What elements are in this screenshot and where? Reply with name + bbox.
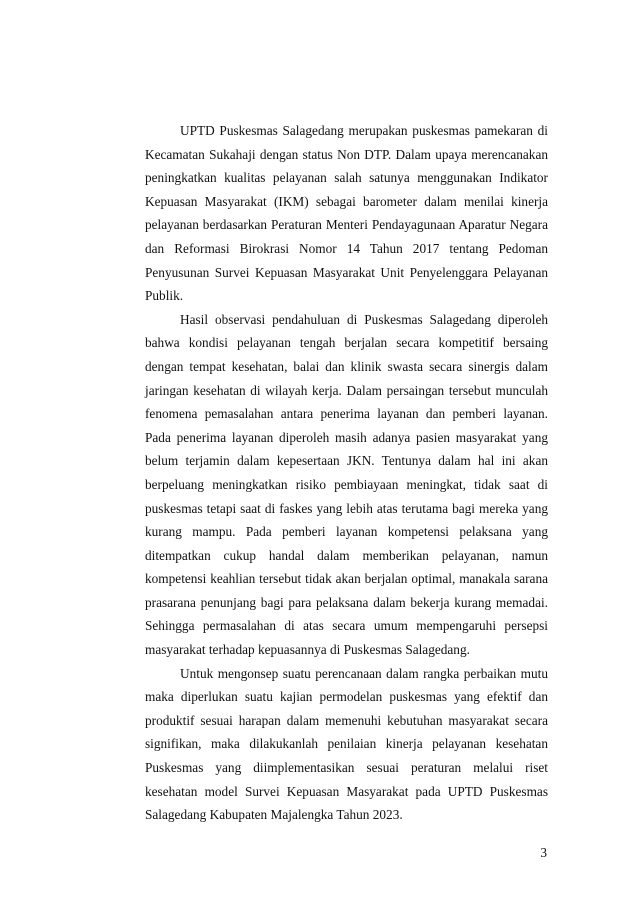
paragraph-1: UPTD Puskesmas Salagedang merupakan puskesmas pamekaran di Kecamatan Sukahaji dengan status Non DTP. Dalam upaya merencanakan peningkatkan kualitas pelayanan salah satunya menggunakan Indikator Kepuasan Masyarakat (IKM) sebagai barometer dalam menilai kinerja pelayanan berdasarkan Peraturan Menteri Pendayagunaan Aparatur Negara dan Reformasi Birokrasi Nomor 14 Tahun 2017 tentang Pedoman Penyusunan Survei Kepuasan Masyarakat Unit Penyelenggara Pelayanan Publik. (145, 123, 548, 304)
paragraph-3: Untuk mengonsep suatu perencanaan dalam rangka perbaikan mutu maka diperlukan suatu kajian permodelan puskesmas yang efektif dan produktif sesuai harapan dalam memenuhi kebutuhan masyarakat secara signifikan, maka dilakukanlah penilaian kinerja pelayanan kesehatan Puskesmas yang diimplementasikan sesuai peraturan melalui riset kesehatan model Survei Kepuasan Masyarakat pada UPTD Puskesmas Salagedang Kabupaten Majalengka Tahun 2023. (145, 665, 548, 823)
body-text (145, 119, 548, 827)
page-number: 3 (540, 845, 547, 860)
paragraph-2: Hasil observasi pendahuluan di Puskesmas Salagedang diperoleh bahwa kondisi pelayanan tengah berjalan secara kompetitif bersaing dengan tempat kesehatan, balai dan klinik swasta secara sinergis dalam jaringan kesehatan di wilayah kerja. Dalam persaingan tersebut munculah fenomena pemasalahan antara penerima layanan dan pemberi layanan. Pada penerima layanan diperoleh masih adanya pasien masyarakat yang belum terjamin dalam kepesertaan JKN. Tentunya dalam hal ini akan berpeluang meningkatkan risiko pembiayaan meningkat, tidak saat di puskesmas tetapi saat di faskes yang lebih atas terutama bagi mereka yang kurang mampu. Pada pemberi layanan kompetensi pelaksana yang ditempatkan cukup handal dalam memberikan pelayanan, namun kompetensi keahlian tersebut tidak akan berjalan optimal, manakala sarana prasarana penunjang bagi para pelaksana dalam bekerja kurang memadai. Sehingga permasalahan di atas secara umum mempengaruhi persepsi masyarakat terhadap kepuasannya di Puskesmas Salagedang. (145, 311, 548, 658)
